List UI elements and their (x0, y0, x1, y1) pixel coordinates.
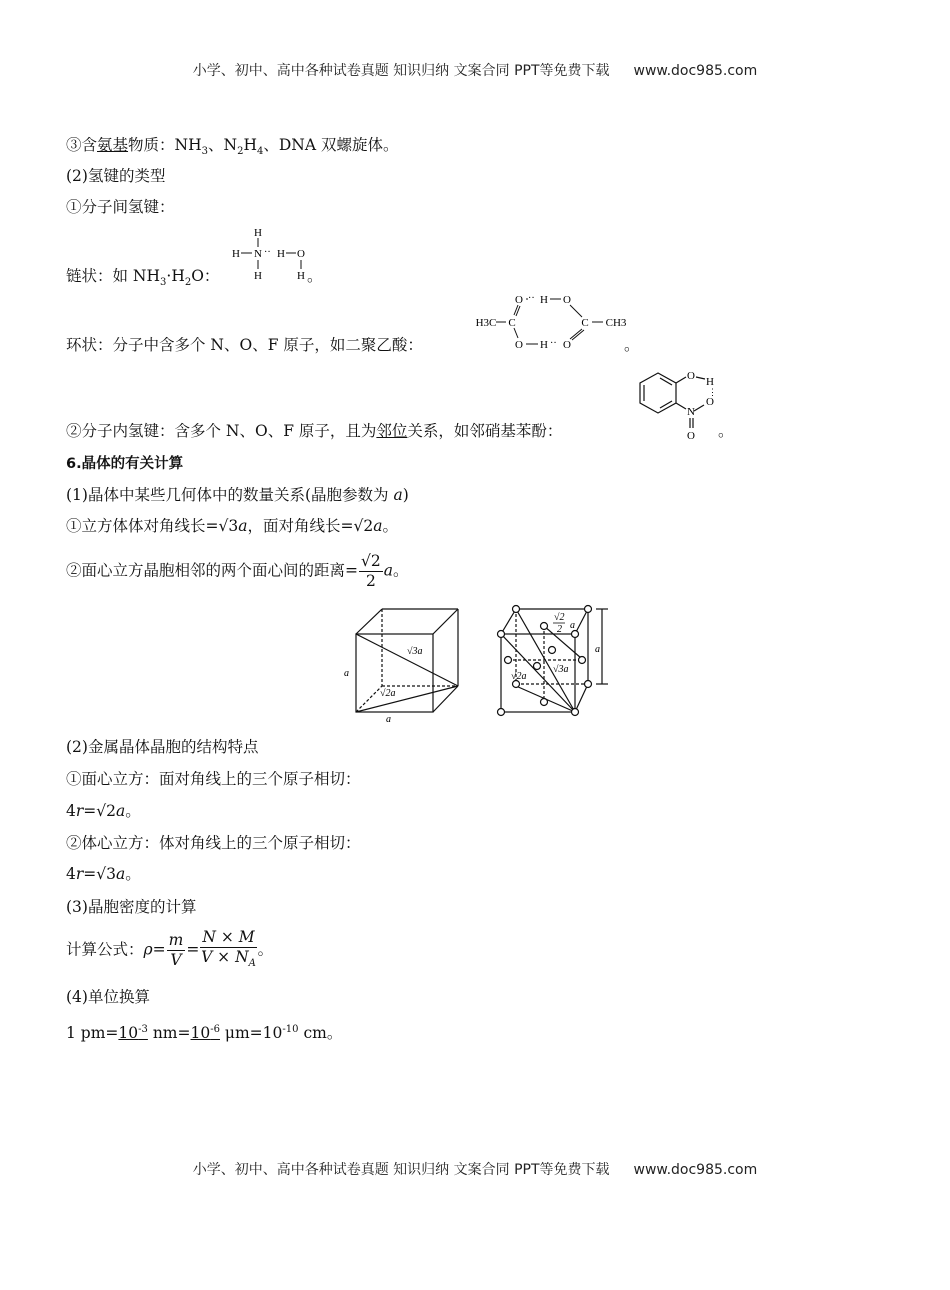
formula-bcc: 4r=√3a。 (66, 865, 141, 883)
svg-text:H: H (540, 339, 548, 351)
svg-text:··: ·· (550, 338, 557, 349)
svg-text:C: C (581, 317, 589, 329)
line-unit-conversion: 1 $pm=10^{-3}$ $nm=10^{-6}$ $\mu m=10^{-10}$ cm。 (66, 1024, 343, 1043)
header-url: www.doc985.com (633, 63, 758, 79)
header-text: 小学、初中、高中各种试卷真题 知识归纳 文案合同 PPT等免费下载 (192, 63, 610, 79)
svg-text:··: ·· (264, 247, 271, 258)
svg-text:··: ·· (528, 293, 535, 304)
svg-text:√2a: √2a (380, 688, 396, 699)
line-face-center-distance: ②面心立方晶胞相邻的两个面心间的距离= $\frac{√2}{2}$ a。 (66, 552, 409, 590)
svg-text:N: N (687, 406, 695, 418)
svg-text:C: C (508, 317, 516, 329)
svg-text:O: O (687, 430, 695, 440)
svg-text:2: 2 (557, 624, 562, 635)
svg-text:√3a: √3a (407, 646, 423, 657)
page-footer (0, 1159, 950, 1179)
formula-density: 计算公式：ρ= $\frac{m}{V}$ = $\frac{N \times M}{V \times N_A}$ 。 (66, 928, 274, 970)
acetic-acid-dimer-structure (472, 290, 632, 354)
cube-diagrams (340, 600, 625, 725)
svg-text:a: a (344, 668, 349, 679)
footer-text: 小学、初中、高中各种试卷真题 知识归纳 文案合同 PPT等免费下载 (192, 1162, 610, 1178)
section-crystal-calc: 6.晶体的有关计算 (66, 456, 184, 472)
line-quantity-relation: (1)晶体中某些几何体中的数量关系(晶胞参数为 a) (66, 486, 409, 504)
svg-text:H: H (277, 248, 285, 260)
svg-text:O: O (563, 339, 571, 351)
line-fcc: ①面心立方：面对角线上的三个原子相切： (66, 770, 361, 788)
svg-text:a: a (386, 714, 391, 725)
ring-period: 。 (624, 336, 640, 354)
heading-density: (3)晶胞密度的计算 (66, 898, 197, 916)
svg-text:H: H (540, 294, 548, 306)
heading-unit-conversion: (4)单位换算 (66, 988, 150, 1006)
svg-text:O: O (687, 370, 695, 382)
svg-text:O: O (297, 248, 305, 260)
svg-text:a: a (570, 620, 575, 631)
line-amino: ③含氨基物质：$NH_3$、$N_2H_4$、DNA 双螺旋体。 (66, 136, 399, 158)
line-intramolecular: ②分子内氢键：含多个 N、O、F 原子，且为邻位关系，如邻硝基苯酚： (66, 422, 563, 440)
heading-hbond-types: (2)氢键的类型 (66, 167, 166, 185)
svg-text:H: H (706, 376, 714, 388)
heading-metal-crystal: (2)金属晶体晶胞的结构特点 (66, 738, 259, 756)
line-chain: 链状：如 $NH_3\cdot H_2O$： (66, 267, 220, 289)
svg-text:CH3: CH3 (605, 317, 627, 329)
line-bcc: ②体心立方：体对角线上的三个原子相切： (66, 834, 361, 852)
svg-text:H3C: H3C (475, 317, 497, 329)
svg-text:O: O (563, 294, 571, 306)
line-ring: 环状：分子中含多个 N、O、F 原子，如二聚乙酸： (66, 336, 423, 354)
o-nitrophenol-structure (636, 365, 726, 440)
footer-url: www.doc985.com (633, 1162, 758, 1178)
svg-text:H: H (254, 270, 262, 282)
svg-text:H: H (254, 227, 262, 239)
svg-text:√3a: √3a (553, 664, 569, 675)
nh3-h2o-structure (228, 224, 308, 284)
line-intermolecular: ①分子间氢键： (66, 198, 175, 216)
line-diagonals: ①立方体体对角线长=√3a，面对角线长=√2a。 (66, 517, 399, 535)
svg-text:√2: √2 (554, 612, 565, 623)
svg-text:H: H (232, 248, 240, 260)
svg-text:√2a: √2a (511, 671, 527, 682)
svg-text:O: O (706, 396, 714, 408)
page-header (0, 60, 950, 80)
svg-text:N: N (254, 248, 262, 260)
svg-text:O: O (515, 339, 523, 351)
chain-period: 。 (307, 267, 323, 285)
svg-text:O: O (515, 294, 523, 306)
intra-period: 。 (718, 422, 734, 440)
formula-fcc: 4r=√2a。 (66, 802, 141, 820)
svg-text:⋮: ⋮ (708, 387, 717, 397)
svg-text:H: H (297, 270, 305, 282)
svg-text:a: a (595, 644, 600, 655)
